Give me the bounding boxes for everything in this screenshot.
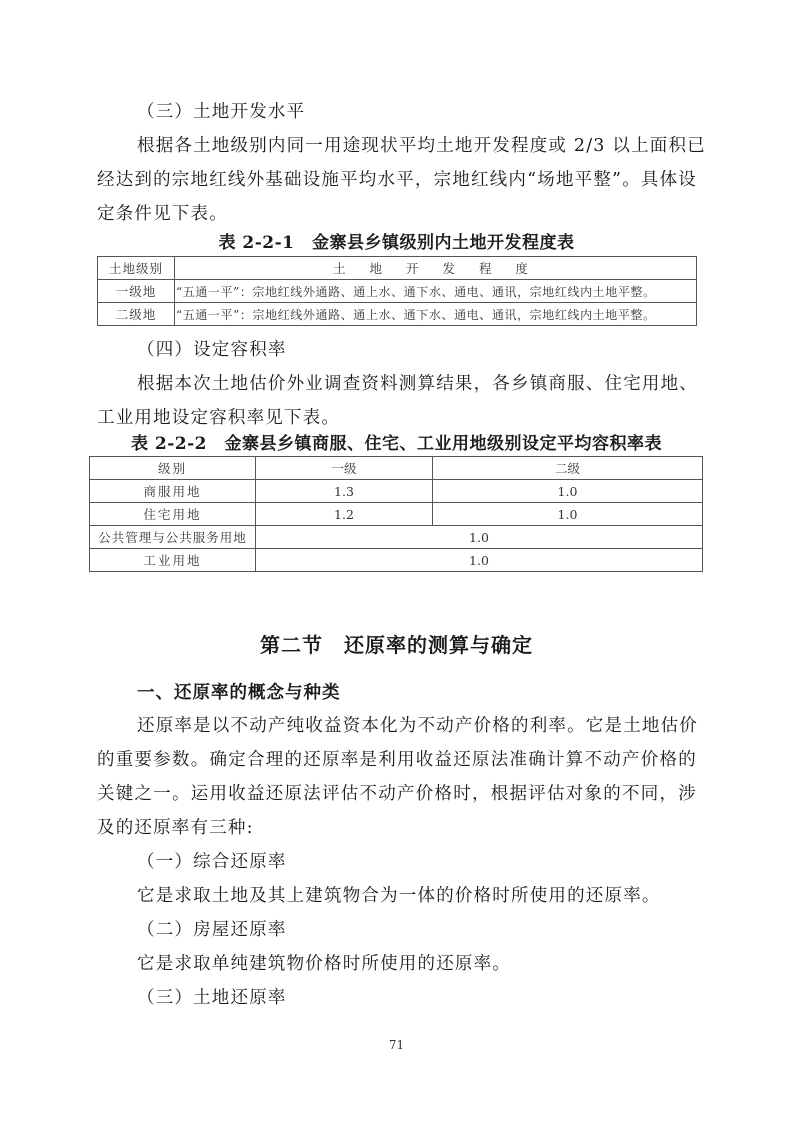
paragraph-line: 的重要参数。确定合理的还原率是利用收益还原法准确计算不动产价格的	[97, 750, 697, 770]
plot-ratio-table	[89, 456, 703, 572]
table-row	[98, 280, 697, 303]
paragraph-line: 根据本次土地估价外业调查资料测算结果，各乡镇商服、住宅用地、	[137, 374, 698, 394]
table-cell-value: 1.0	[433, 503, 703, 526]
page-number: 71	[388, 1038, 405, 1052]
table-header-cell: 土 地 开 发 程 度	[175, 257, 697, 280]
table-cell-value: 1.0	[433, 480, 703, 503]
table-header-cell: 一级	[256, 457, 433, 480]
item-heading: （二）房屋还原率	[137, 920, 287, 940]
section-title: 第二节 还原率的测算与确定	[260, 633, 533, 657]
item-heading: （一）综合还原率	[137, 852, 287, 872]
item-heading: （三）土地还原率	[137, 988, 287, 1008]
table-cell-land-use: 工业用地	[90, 549, 256, 572]
table-header-cell: 级别	[90, 457, 256, 480]
table-cell-value: 1.2	[256, 503, 433, 526]
table1-caption: 表 2-2-1 金寨县乡镇级别内土地开发程度表	[218, 233, 575, 253]
table-cell-description: “五通一平”：宗地红线外通路、通上水、通下水、通电、通讯，宗地红线内土地平整。	[175, 303, 697, 326]
table-header-row	[98, 257, 697, 280]
table-header-row	[90, 457, 703, 480]
table-header-cell: 二级	[433, 457, 703, 480]
land-development-table	[97, 256, 697, 326]
table-header-cell: 土地级别	[98, 257, 175, 280]
paragraph-line: 根据各土地级别内同一用途现状平均土地开发程度或 2/3 以上面积已	[137, 136, 706, 156]
table-cell-description: “五通一平”：宗地红线外通路、通上水、通下水、通电、通讯，宗地红线内土地平整。	[175, 280, 697, 303]
item-text: 它是求取土地及其上建筑物合为一体的价格时所使用的还原率。	[137, 886, 661, 906]
table2-caption: 表 2-2-2 金寨县乡镇商服、住宅、工业用地级别设定平均容积率表	[130, 434, 662, 454]
table-row	[90, 480, 703, 503]
table-cell-land-use: 商服用地	[90, 480, 256, 503]
table-row	[90, 526, 703, 549]
section-heading-plot-ratio: （四）设定容积率	[137, 340, 287, 360]
table-cell-value: 1.0	[256, 526, 703, 549]
paragraph-line: 工业用地设定容积率见下表。	[97, 408, 341, 428]
paragraph-line: 还原率是以不动产纯收益资本化为不动产价格的利率。它是土地估价	[137, 716, 698, 736]
table-row	[90, 503, 703, 526]
table-row	[90, 549, 703, 572]
table-row	[98, 303, 697, 326]
table-cell-land-use: 公共管理与公共服务用地	[90, 526, 256, 549]
paragraph-line: 定条件见下表。	[97, 204, 228, 224]
paragraph-line: 及的还原率有三种:	[97, 818, 254, 838]
table-cell-value: 1.0	[256, 549, 703, 572]
table-cell-grade: 二级地	[98, 303, 175, 326]
table-cell-value: 1.3	[256, 480, 433, 503]
item-text: 它是求取单纯建筑物价格时所使用的还原率。	[137, 954, 511, 974]
paragraph-line: 关键之一。运用收益还原法评估不动产价格时，根据评估对象的不同，涉	[97, 784, 697, 804]
table-cell-grade: 一级地	[98, 280, 175, 303]
sub-heading: 一、还原率的概念与种类	[137, 683, 341, 703]
section-heading-land-development: （三）土地开发水平	[137, 102, 306, 122]
table-cell-land-use: 住宅用地	[90, 503, 256, 526]
paragraph-line: 经达到的宗地红线外基础设施平均水平，宗地红线内“场地平整”。具体设	[97, 170, 697, 190]
